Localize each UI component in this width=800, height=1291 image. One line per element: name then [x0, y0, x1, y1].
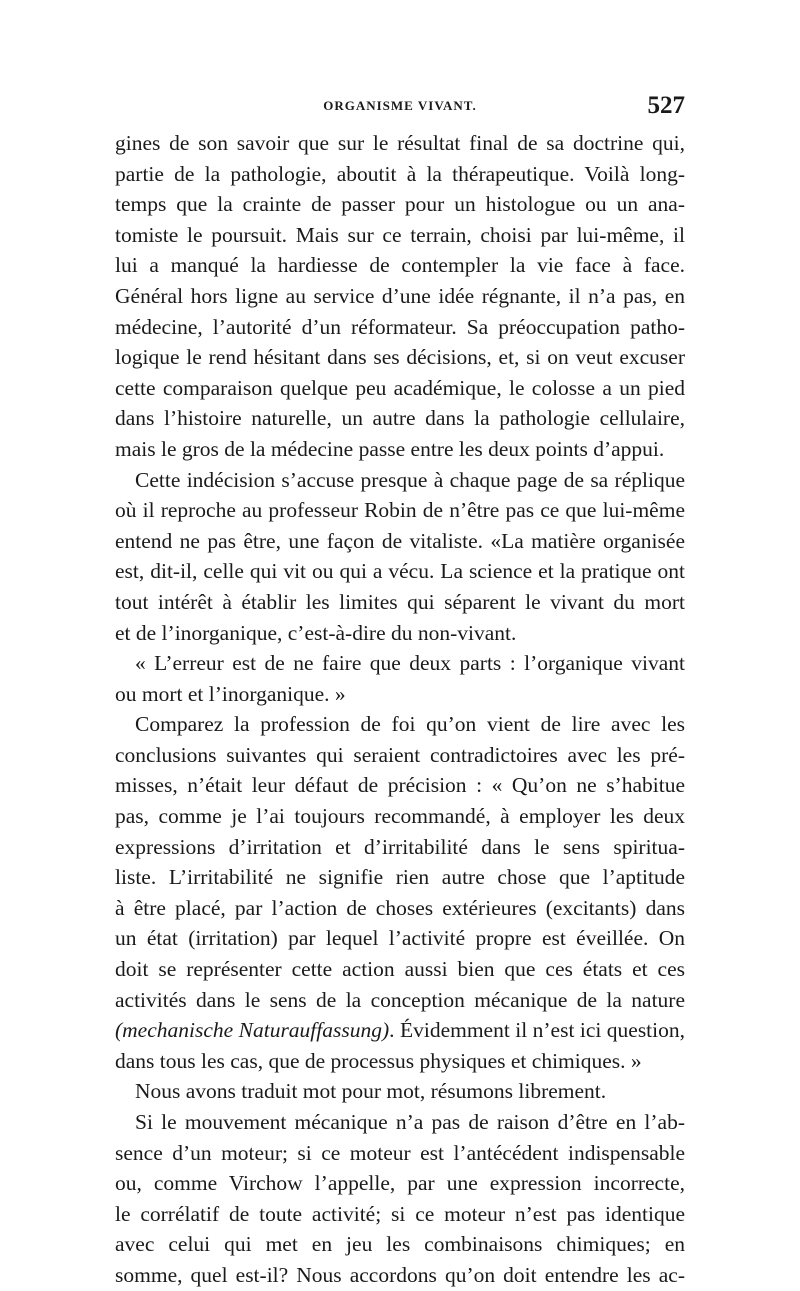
- text-line: pas, comme je l’ai toujours recommandé, à employer les deux: [115, 804, 685, 829]
- text-line: cette comparaison quelque peu académique, le colosse a un pied: [115, 375, 685, 400]
- text-line: temps que la crainte de passer pour un histologue ou un ana-: [115, 192, 685, 217]
- text-line: mais le gros de la médecine passe entre les deux points d’appui.: [115, 436, 665, 461]
- text-line: doit se représenter cette action aussi bien que ces états et ces: [115, 957, 685, 982]
- text-line: un état (irritation) par lequel l’activité propre est éveillée. On: [115, 926, 685, 951]
- text-line: somme, quel est-il? Nous accordons qu’on doit entendre les ac-: [115, 1262, 685, 1287]
- text-line: Général hors ligne au service d’une idée régnante, il n’a pas, en: [115, 283, 685, 308]
- text-line: expressions d’irritation et d’irritabilité dans le sens spiritua-: [115, 834, 685, 859]
- text-line: « L’erreur est de ne faire que deux parts : l’organique vivant: [135, 651, 685, 676]
- text-line: activités dans le sens de la conception mécanique de la nature: [115, 987, 685, 1012]
- text-line: gines de son savoir que sur le résultat final de sa doctrine qui,: [115, 131, 685, 155]
- text-line: dans l’histoire naturelle, un autre dans la pathologie cellulaire,: [115, 406, 685, 431]
- text-line: misses, n’était leur défaut de précision : « Qu’on ne s’habitue: [115, 773, 685, 798]
- text-line: à être placé, par l’action de choses extérieures (excitants) dans: [115, 895, 685, 920]
- text-line: le corrélatif de toute activité; si ce moteur n’est pas identique: [115, 1201, 685, 1226]
- body-text: [115, 128, 685, 1291]
- text-line: avec celui qui met en jeu les combinaisons chimiques; en: [115, 1232, 685, 1257]
- text-line: ou, comme Virchow l’appelle, par une expression incorrecte,: [115, 1171, 685, 1196]
- text-line: ou mort et l’inorganique. »: [115, 681, 346, 706]
- text-line: tout intérêt à établir les limites qui séparent le vivant du mort: [115, 589, 685, 614]
- text-line: entend ne pas être, une façon de vitaliste. «La matière organisée: [115, 528, 685, 553]
- text-line: liste. L’irritabilité ne signifie rien autre chose que l’aptitude: [115, 865, 685, 890]
- text-line: lui a manqué la hardiesse de contempler la vie face à face.: [115, 253, 685, 278]
- text-line: Comparez la profession de foi qu’on vient de lire avec les: [135, 712, 685, 737]
- page-number: 527: [647, 92, 685, 119]
- text-line: est, dit-il, celle qui vit ou qui a vécu. La science et la pratique ont: [115, 559, 685, 584]
- text-line: [115, 1015, 685, 1046]
- text-line: où il reproche au professeur Robin de n’être pas ce que lui-même: [115, 498, 685, 523]
- text-line: logique le rend hésitant dans ses décisions, et, si on veut excuser: [115, 345, 685, 370]
- text-line: partie de la pathologie, aboutit à la thérapeutique. Voilà long-: [115, 161, 685, 186]
- running-head: ORGANISME VIVANT.: [323, 98, 477, 113]
- text-line: et de l’inorganique, c’est-à-dire du non-vivant.: [115, 620, 517, 645]
- text-segment: . Évidemment il n’est ici question,: [389, 1018, 686, 1043]
- text-line: Cette indécision s’accuse presque à chaque page de sa réplique: [135, 467, 685, 492]
- text-line: conclusions suivantes qui seraient contradictoires avec les pré-: [115, 742, 685, 767]
- text-line: Si le mouvement mécanique n’a pas de raison d’être en l’ab-: [135, 1110, 685, 1134]
- italic-phrase: (mechanische Naturauffassung): [115, 1018, 390, 1043]
- text-line: dans tous les cas, que de processus physiques et chimiques. »: [115, 1048, 642, 1073]
- text-line: Nous avons traduit mot pour mot, résumons librement.: [135, 1079, 607, 1104]
- page-header: [115, 92, 685, 124]
- text-line: sence d’un moteur; si ce moteur est l’antécédent indispensable: [115, 1140, 685, 1165]
- text-line: tomiste le poursuit. Mais sur ce terrain, choisi par lui-même, il: [115, 222, 685, 247]
- text-line: médecine, l’autorité d’un réformateur. Sa préoccupation patho-: [115, 314, 685, 339]
